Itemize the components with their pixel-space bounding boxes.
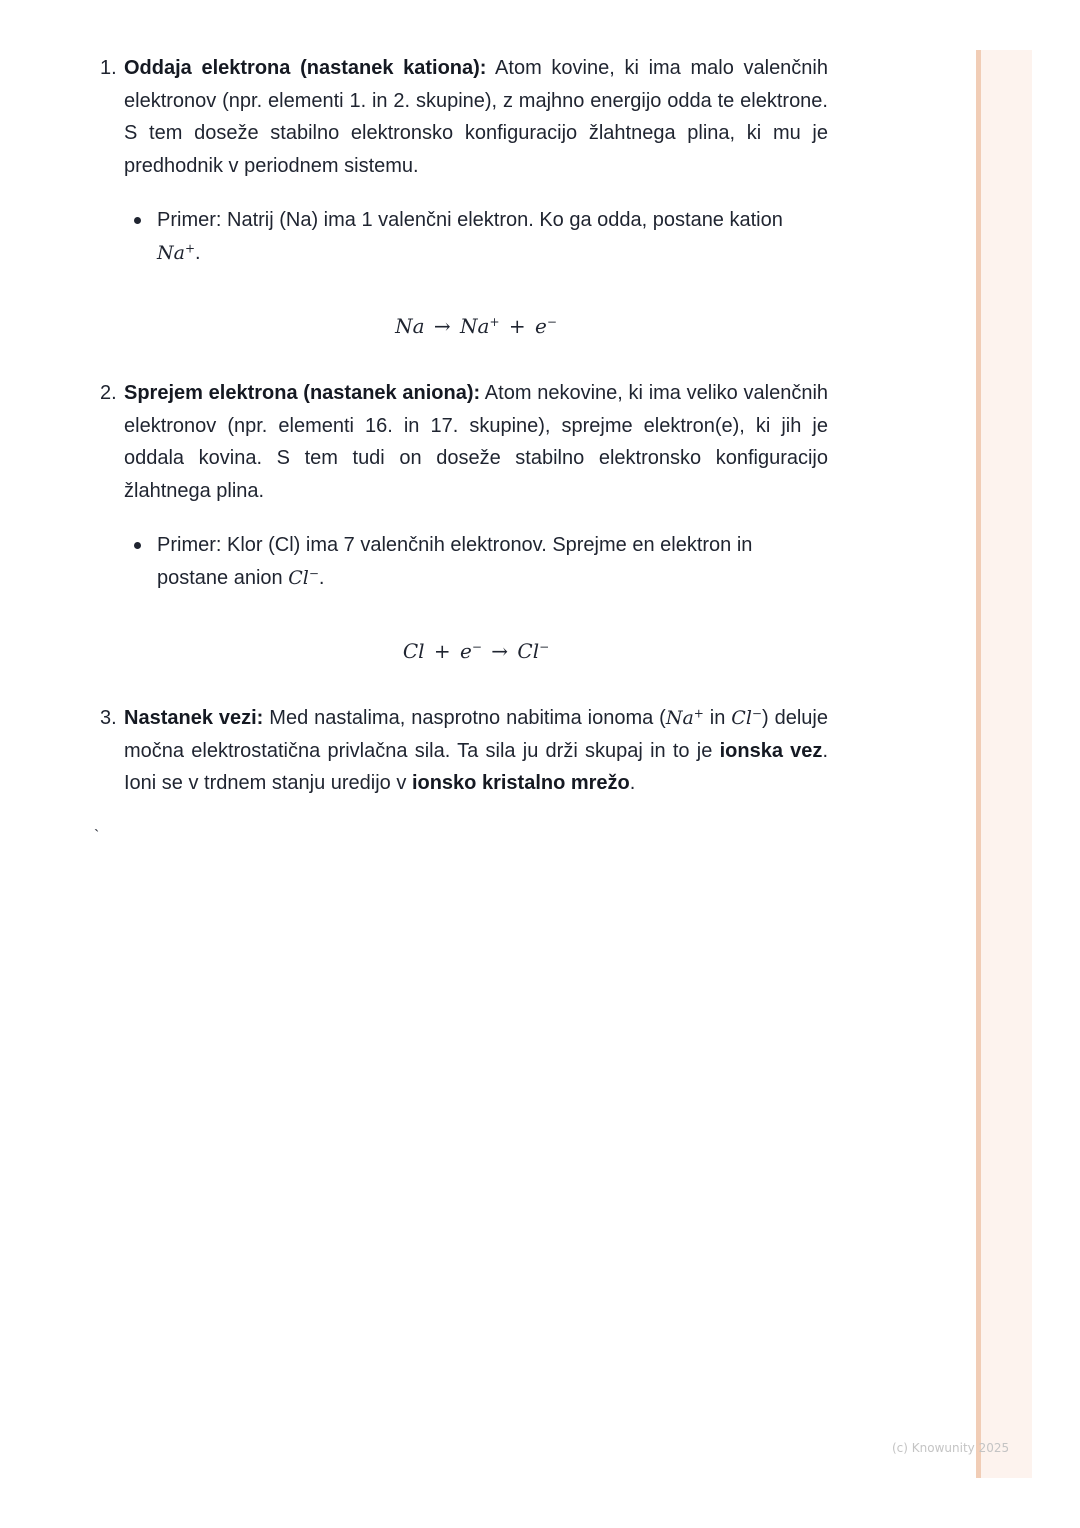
ion-formula: Cl− [731,706,762,729]
item-heading: Nastanek vezi: [124,707,264,729]
paragraph [124,52,828,182]
item-heading: Sprejem elektrona (nastanek aniona): [124,382,481,404]
bullet-text: Primer: Klor (Cl) ima 7 valenčnih elektronov. Sprejme en elektron in postane anion [157,534,753,589]
equation-electron-gain: Cl + e− → Cl− [402,639,550,663]
term-bold: ionsko kristalno mrežo [411,772,630,794]
bullet-dot [134,217,141,224]
item-text: Atom kovine, ki ima malo valenčnih elektronov (npr. elementi 1. in 2. skupine), z majhno energijo odda te elektrone. S tem doseže stabilno elektronsko konfiguracijo žlahtnega plina, ki mu je predhodnik v periodnem sistemu. [124,57,828,177]
list-item-2 [96,377,828,666]
content [96,52,828,800]
item-text: Atom nekovine, ki ima veliko valenčnih elektronov (npr. elementi 16. in 17. skupine), sprejme elektron(e), ki jih je oddala kovina. S tem tudi on doseže stabilno elektronsko konfiguracijo žlahtnega plina. [124,382,829,502]
ion-formula: Cl− [288,565,319,589]
item-heading: Oddaja elektrona (nastanek kationa): [124,57,487,79]
ion-formula: Na+ [665,706,704,729]
list-number: 3. [100,707,117,729]
list-number: 1. [100,57,117,79]
paragraph [124,377,828,507]
list-number: 2. [100,382,117,404]
list-item-3 [96,702,828,800]
bullet-example: Primer: Klor (Cl) ima 7 valenčnih elektronov. Sprejme en elektron in postane anion Cl−. [124,529,828,594]
bullet-dot [134,542,141,549]
stray-mark: ` [94,828,100,845]
margin-strip [976,50,1032,1478]
list-item-1 [96,52,828,341]
bullet-example: Primer: Natrij (Na) ima 1 valenčni elektron. Ko ga odda, postane kation Na+. [124,204,828,269]
bullet-text: Primer: Natrij (Na) ima 1 valenčni elektron. Ko ga odda, postane kation [157,209,783,231]
margin-line [976,50,981,1478]
equation-ionization: Na → Na+ + e− [395,314,557,338]
term-bold: ionska vez [719,739,823,762]
footer-copyright: (c) Knowunity 2025 [892,1441,1010,1455]
paragraph: Nastanek vezi: Med nastalima, nasprotno nabitima ionoma (Na+ in Cl−) deluje močna elektrostatična privlačna sila. Ta sila ju drži skupaj in to je ionska vez. Ioni se v trdnem stanju uredijo v ionsko kristalno mrežo. [124,706,828,794]
ion-formula: Na+ [157,240,196,264]
